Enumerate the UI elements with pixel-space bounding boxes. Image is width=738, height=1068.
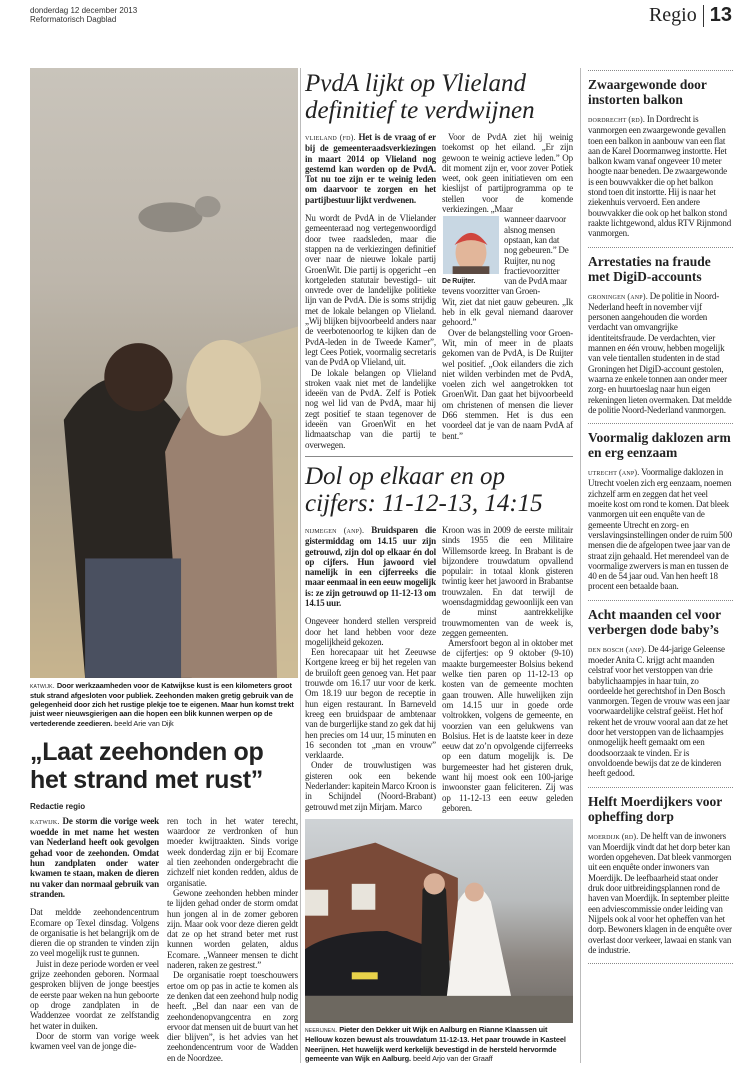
brief-text: utrecht (anp). Voormalige daklozen in Utrecht voelen zich erg eenzaam, noemen zichzelf arm en zeggen dat het veel moeite kost om rond te komen. Dat bleek vanmorgen uit een enquête van de gemeente Utrecht en zorg- en verslavingsinstellingen onder de ruim 500 mensen die de afgelopen twee jaar van de straat zijn gehaald. Het merendeel van de voormalige zwervers is man en tussen de 40 en de 54 jaar oud. Van hen heeft 18 procent een betaalde baan. [588,467,733,592]
news-briefs-column [588,70,733,964]
brief-headline: Acht maanden cel voor verbergen dode baby’s [588,606,721,637]
dotted-separator [588,963,733,964]
de-ruijter-portrait [442,216,500,286]
pvda-headline: PvdA lijkt op Vlieland definitief te verdwijnen [305,70,535,124]
brief-text: dordrecht (rd). In Dordrecht is vanmorgen een zwaargewonde gevallen toen een balkon in aanbouw van een flat aan de Karel Doormanweg instortte. Het balkon kwam vanaf ongeveer 10 meter hoogte naar beneden. De zwaargewonde is een bouwvakker die op het balkon stond toen dit instortte. Hij is naar het ziekenhuis vervoerd. Een andere bouwvakker die ook op het balkon stond raakte lichtgewond, aldus RTV Rijnmond vanmorgen. [588,114,732,239]
newspaper-name: Reformatorisch Dagblad [30,15,117,24]
seal-beach-photo [30,68,298,678]
seal-photo-caption: katwijk. Door werkzaamheden voor de Katwijkse kust is een kilometers groot stuk strand afgesloten voor publiek. Zeehonden maken gretig gebruik van de gelegenheid door zich het rustige plekje toe te eigenen. Maar hun komst trekt juist weer nieuwsgierigen aan die hopen een blik kunnen werpen op de vertederende zeedieren. beeld Arie van Dijk [30,680,294,728]
page-header-right [649,4,732,27]
pvda-article-col1: vlieland (fd). Het is de vraag of er bij de gemeenteraadsverkiezingen in maart 2014 op Vlieland nog gestemd kan worden op de PvdA. Tot nu toe zijn er te weinig leden om daarvoor te zorgen en het partijbestuur lijkt verdwenen. Nu wordt de PvdA in de Vlielander gemeenteraad nog vertegenwoordigd door twee raadsleden, maar die stappen na de verkiezingen definitief over naar de nieuwe lokale partij GroenWit. Die partij is opgericht –en kortgeleden statutair bevestigd– uit onvrede over de landelijke politieke lijn van de PvdA. Die is soms strijdig met de lokale belangen op Vlieland. „Wij blijken bijvoorbeeld anders naar de veerbotenoorlog te kijken dan de PvdA-leden in de Tweede Kamer”, legt Cees Potiek, voormalig secretaris van de PvdA op Vlieland, uit. De lokale belangen op Vlieland stroken vaak niet met de landelijke ideeën van de PvdA. Zelf is Potiek nog wel lid van de PvdA, maar hij zegt positief te staan tegenover de ideeën van GroenWit en het lidmaatschap van die partij te overwegen. [305,132,437,450]
brief-text: den bosch (anp). De 44-jarige Geleense moeder Anita C. krijgt acht maanden celstraf voor het verstoppen van drie babylichaampjes in haar tuin, zo oordeelde het gerechtshof in Den Bosch vanmorgen. Tegen de vrouw was een jaar voorwaardelijke celstraf geëist. Het hof rekent het de vrouw vooral aan dat ze het door het verstoppen van de lichaampjes onmogelijk heeft gemaakt om een doodsoorzaak te vinden. Er is onvoldoende bewijs dat ze de kinderen heeft gedood. [588,643,730,779]
brief-headline: Voormalig daklozen arm en erg eenzaam [588,430,731,461]
seal-headline: „Laat zeehonden op het strand met rust” [30,737,264,794]
pvda-article-col2: Voor de PvdA ziet hij weinig toekomst op het eiland. „Er zijn gewoon te weinig actieve leden.” Op dit moment zijn er, voor zover Potiek weet, ook geen initiatieven om een kieslijst of partijprogramma op te stellen voor de komende verkiezingen. „Maar De Ruijter. wanneer daarvoor alsnog mensen opstaan, kan dat nog gebeuren.” De Ruijter, nu nog fractievoorzitter van de PvdA maar tevens voorzitter van Groen- Wit, ziet dat niet gauw gebeuren. „Ik heb in elk geval niemand daarover gehoord.” Over de belangstelling voor Groen-Wit, min of meer in de plaats gekomen van de PvdA, is De Ruijter wel positief. „Ook eilanders die zich niet wilden verbinden met de PvdA, voelen zich wel aangetrokken tot GroenWit. Dan gaat het bijvoorbeeld om christenen of mensen die liever D66 stemmen. Het is dus een voordeel dat je van de naam PvdA af bent.” [442,132,573,441]
seal-article-col1: katwijk. De storm die vorige week woedde in met name het westen van Nederland heeft ook gevolgen gehad voor de zeehonden. Omdat hun zandplaten onder water kwamen te staan, maken de dieren nu vaker dan normaal gebruik van stranden. Dat meldde zeehondencentrum Ecomare op Texel dinsdag. Volgens de organisatie is het belangrijk om de dieren die op stranden te vinden zijn zo veel mogelijk rust te gunnen. Juist in deze periode worden er veel grijze zeehonden geboren. Normaal gesproken blijven de jonge beestjes de eerste paar weken na hun geboorte op droge zandplaten in de Waddenzee voordat ze zelfstandig het water in duiken. Door de storm van vorige week kwamen veel van de jonge die- [30,815,159,1052]
seal-article-col2: ren toch in het water terecht, waardoor ze verdronken of hun moeder kwijtraakten. Sinds vorige week donderdag zijn er bij Ecomare al tien zeehonden ondergebracht die zichzelf niet konden redden, aldus de organisatie. Gewone zeehonden hebben minder te lijden gehad onder de storm omdat hun jongen al in de zomer geboren zijn. Maar ook voor deze dieren geldt dat ze op het strand beter met rust kunnen worden gelaten, aldus Ecomare. „Wanneer mensen te dicht naderen, raken ze gestrest.” De organisatie roept toeschouwers ertoe om op pas in actie te komen als ze denken dat een zeehond hulp nodig heeft. „Bel dan naar een van de zeehondenopvangcentra en zorg ervoor dat mensen uit de buurt van het dier blijven”, is het advies van het zeehondencentrum voor de Wadden en de Noordzee. [167,815,298,1063]
seal-shape [138,202,202,232]
brief-text: moerdijk (rd). De helft van de inwoners van Moerdijk vindt dat het dorp beter kan worden opgeheven. Dat bleek vanmorgen uit een enquête onder inwoners van Moerdijk. De leefbaarheid staat onder druk door uitbreidingsplannen rond de haven van Moerdijk. In september pleitte een adviescommissie onder leiding van Nijpels ook al voor het opheffen van het dorp. Bewoners klagen in de enquête over overlast door verkeer, lawaai en stank van de industrie. [588,830,732,955]
column-divider [580,68,581,1063]
issue-date: donderdag 12 december 2013 [30,6,138,15]
page-number: 13 [709,4,732,26]
left-column [30,68,298,1063]
news-brief [588,248,733,422]
news-brief [588,788,733,962]
brief-headline: Helft Moerdijkers voor opheffing dorp [588,793,722,824]
article-separator [305,456,573,457]
wedding-article-col2: Kroon was in 2009 de eerste militair sinds 1955 die een Militaire Willemsorde kreeg. In Brabant is de bijzondere trouwdatum opvallend populair: in totaal klonk gisteren twintig keer het jawoord in Brabantse trouwzalen. En dat terwijl de woensdagmiddag gewoonlijk een van de minst aantrekkelijke trouwmomenten van de week is, zeggen gemeenten. Amersfoort begon al in oktober met de cijfertjes: op 9 oktober (9-10) maakte burgemeester Bolsius bekend welke tien paren op 11-12-13 op kosten van de gemeente mochten gaan trouwen. Alle huwelijken zijn om 14.15 uur in goede orde voltrokken, volgens de gemeente, en voorzien van een gelukwens van Bolsius. Het is de laatste keer in deze eeuw dat zo’n opvolgende cijferreeks op een datum mogelijk is. De burgemeester had het gisteren druk, want hij moest ook een 100-jarige inwoonster gaan feliciteren. Zij was op 11-12-13 een eeuw geleden geboren. [442,524,573,813]
wedding-article-col1: nijmegen (anp). Bruidsparen die gistermiddag om 14.15 uur zijn getrouwd, zijn dol op elkaar én dol op cijfers. Hun jawoord viel namelijk in een cijferreeks die maar eenmaal in een eeuw mogelijk is: ze zijn getrouwd op 11-12-13 om 14.15 uur. Ongeveer honderd stellen verspreid door het land hebben voor deze mogelijkheid gekozen. Een horecapaar uit het Zeeuwse Kortgene kreeg er bij het regelen van de bruiloft geen genoeg van. Het paar trouwde om 16.17 uur voor de kerk. Om 18.19 uur begon de receptie in hun eigen restaurant. In Barneveld kreeg een bruidspaar de ambtenaar van de burgerlijke stand zo gek dat hij hen precies om 14 uur, 15 minuten en 16 seconden tot „man en vrouw” verklaarde. Onder de trouwlustigen was gisteren ook een bekende Nederlander: kapitein Marco Kroon is in Schijndel (Noord-Brabant) getrouwd met zijn Mirjam. Marco [305,524,436,812]
wedding-headline: Dol op elkaar en op cijfers: 11-12-13, 14:15 [305,462,543,517]
news-brief [588,71,733,245]
news-brief [588,601,733,785]
brief-headline: Arrestaties na fraude met DigiD-accounts [588,253,711,284]
middle-column [305,70,573,1063]
portrait-caption: De Ruijter. [442,277,476,285]
byline: Redactie regio [30,801,86,811]
brief-text: groningen (anp). De politie in Noord-Nederland heeft in november vijf personen aangehouden die worden verdacht van omvangrijke identiteitsfraude. De verdachten, vier mannen en één vrouw, hebben mogelijk van vele tientallen studenten in de stad Groningen het DigiD-account gestolen, waarna ze enkele tonnen aan onder meer zorg- en huurtoeslag naar hun eigen rekeningen lieten overmaken. Dat meldde de politie Noord-Nederland vanmorgen. [588,290,732,415]
news-brief [588,424,733,598]
wedding-photo-caption: neerijnen. Pieter den Dekker uit Wijk en Aalburg en Rianne Klaassen uit Hellouw kozen bewust als trouwdatum 11-12-13. Het paar trouwde in Kasteel Neerijnen. Het huwelijk werd kerkelijk bevestigd in de hersteld hervormde gemeente van Wijk en Aalburg. beeld Arjo van der Graaff [305,1025,566,1063]
page-header-left [30,6,137,24]
column-divider [300,68,301,1063]
section-name: Regio [648,4,697,26]
divider [703,5,704,27]
brief-headline: Zwaargewonde door instorten balkon [588,77,707,107]
wedding-photo [305,819,573,1023]
